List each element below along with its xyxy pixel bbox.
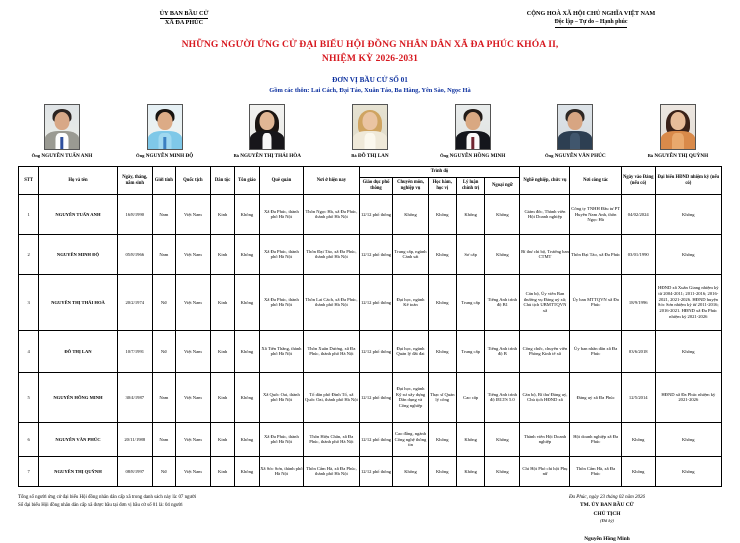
cell-edu-general: 12/12 phổ thông xyxy=(359,372,393,422)
cell-dob: 16/8/1990 xyxy=(117,194,152,234)
candidate-photo xyxy=(660,104,696,150)
table-row xyxy=(19,422,722,456)
cell-edu-major: Cao đẳng, ngành Công nghệ thông tin xyxy=(393,422,428,456)
footer-note-elected: Số đại biểu Hội đồng nhân dân cấp xã được bầu tại đơn vị bầu cử số 01 là: 04 người xyxy=(18,502,183,508)
cell-dob: 20/11/1988 xyxy=(117,422,152,456)
cell-religion: Không xyxy=(235,422,259,456)
cell-religion: Không xyxy=(235,372,259,422)
cell-residence: Tổ dân phố Đinh Tổ, xã Quốc Oai, thành phố Hà Nội xyxy=(304,372,359,422)
candidate-table-wrapper xyxy=(0,160,740,487)
election-unit-block xyxy=(0,75,740,95)
cell-ethnicity: Kinh xyxy=(210,330,234,372)
cell-edu-language: Tiếng Anh trình độ B xyxy=(485,330,520,372)
cell-edu-general: 12/12 phổ thông xyxy=(359,234,393,274)
cell-edu-major: Không xyxy=(393,194,428,234)
candidate-name: ĐỖ THỊ LAN xyxy=(357,153,389,160)
cell-hometown: Xã Quốc Oai, thành phố Hà Nội xyxy=(259,372,304,422)
cell-edu-major: Đại học, ngành Kế toán xyxy=(393,274,428,330)
cell-job: Cán bộ, Bí thư Đảng uỷ, Chủ tịch HĐND xã xyxy=(520,372,570,422)
cell-edu-politics: Sơ cấp xyxy=(456,234,484,274)
cell-ethnicity: Kinh xyxy=(210,194,234,234)
candidate-photo xyxy=(455,104,491,150)
cell-workplace: Công ty TNHH Đầu tư PT Huyền Nam Anh, thôn Ngọc Hà xyxy=(570,194,621,234)
cell-hdnd: HĐND xã Đa Phúc nhiệm kỳ 2021-2026 xyxy=(655,372,721,422)
col-job: Nghề nghiệp, chức vụ xyxy=(520,167,570,195)
cell-dob: 20/2/1974 xyxy=(117,274,152,330)
candidate-prefix: Ông xyxy=(439,153,449,159)
cell-edu-language: Không xyxy=(485,194,520,234)
candidate-photo-label xyxy=(326,153,414,160)
cell-edu-general: 12/12 phổ thông xyxy=(359,194,393,234)
cell-stt: 6 xyxy=(19,422,39,456)
cell-residence: Thôn Ngọc Hà, xã Đa Phúc, thành phố Hà Nội xyxy=(304,194,359,234)
table-row xyxy=(19,194,722,234)
document-header xyxy=(0,0,740,28)
cell-edu-language: Không xyxy=(485,422,520,456)
table-row xyxy=(19,274,722,330)
candidate-card xyxy=(121,104,209,160)
signature-organization: TM. ỦY BAN BẦU CỬ xyxy=(580,502,634,509)
cell-residence: Thôn Đại Táo, xã Đa Phúc, thành phố Hà Nội xyxy=(304,234,359,274)
candidate-name: NGUYỄN VĂN PHÚC xyxy=(554,153,606,160)
cell-residence: Thôn Cẩm Hà, xã Đa Phúc, thành phố Hà Nội xyxy=(304,456,359,486)
page-title xyxy=(0,38,740,66)
cell-hdnd: Không xyxy=(655,456,721,486)
cell-edu-academic: Không xyxy=(428,194,456,234)
cell-job: Công chức, chuyên viên Phòng Kinh tế xã xyxy=(520,330,570,372)
cell-edu-major: Đại học, ngành Quản lý đất đai xyxy=(393,330,428,372)
cell-hdnd: Không xyxy=(655,422,721,456)
cell-fullname: NGUYỄN TUẤN ANH xyxy=(39,194,117,234)
cell-nationality: Việt Nam xyxy=(175,274,210,330)
cell-hometown: Xã Đa Phúc, thành phố Hà Nội xyxy=(259,234,304,274)
col-sex: Giới tính xyxy=(152,167,175,195)
cell-hometown: Xã Đa Phúc, thành phố Hà Nội xyxy=(259,194,304,234)
candidate-card xyxy=(223,104,311,160)
cell-edu-language: Không xyxy=(485,456,520,486)
col-edu-language: Ngoại ngữ xyxy=(485,178,520,195)
table-row xyxy=(19,456,722,486)
cell-job: Giám đốc, Thành viên Hội Doanh nghiệp xyxy=(520,194,570,234)
cell-edu-language: Không xyxy=(485,234,520,274)
candidate-name: NGUYỄN HỒNG MINH xyxy=(449,153,506,160)
cell-fullname: NGUYỄN THỊ THÁI HOÀ xyxy=(39,274,117,330)
cell-religion: Không xyxy=(235,274,259,330)
candidate-prefix: Bà xyxy=(351,153,357,159)
cell-stt: 1 xyxy=(19,194,39,234)
cell-hometown: Xã Sóc Sơn, thành phố Hà Nội xyxy=(259,456,304,486)
candidate-prefix: Bà xyxy=(647,153,654,159)
candidate-photo xyxy=(147,104,183,150)
cell-edu-politics: Trung cấp xyxy=(456,274,484,330)
col-residence: Nơi ở hiện nay xyxy=(304,167,359,195)
cell-stt: 2 xyxy=(19,234,39,274)
cell-edu-politics: Không xyxy=(456,194,484,234)
cell-edu-politics: Cao cấp xyxy=(456,372,484,422)
col-stt: STT xyxy=(19,167,39,195)
candidate-card xyxy=(429,104,517,160)
cell-fullname: ĐỖ THỊ LAN xyxy=(39,330,117,372)
cell-dob: 30/4/1987 xyxy=(117,372,152,422)
cell-nationality: Việt Nam xyxy=(175,456,210,486)
col-group-education: Trình độ xyxy=(359,167,520,178)
cell-fullname: NGUYỄN THỊ QUỲNH xyxy=(39,456,117,486)
cell-religion: Không xyxy=(235,330,259,372)
cell-dob: 10/7/1991 xyxy=(117,330,152,372)
cell-residence: Thôn Xuân Dương, xã Đa Phúc, thành phố Hà Nội xyxy=(304,330,359,372)
cell-nationality: Việt Nam xyxy=(175,194,210,234)
cell-dob: 08/8/1997 xyxy=(117,456,152,486)
table-header-row-1 xyxy=(19,167,722,178)
cell-edu-major: Không xyxy=(393,456,428,486)
cell-workplace: Đảng uỷ xã Đa Phúc xyxy=(570,372,621,422)
title-line-2: NHIỆM KỲ 2026-2031 xyxy=(321,53,419,65)
cell-workplace: Hội doanh nghiệp xã Đa Phúc xyxy=(570,422,621,456)
candidate-prefix: Ông xyxy=(544,153,554,159)
cell-fullname: NGUYỄN VĂN PHÚC xyxy=(39,422,117,456)
cell-edu-language: Tiếng Anh trình độ B1 xyxy=(485,274,520,330)
cell-religion: Không xyxy=(235,194,259,234)
cell-stt: 3 xyxy=(19,274,39,330)
cell-edu-academic: Không xyxy=(428,330,456,372)
cell-sex: Nữ xyxy=(152,274,175,330)
cell-ethnicity: Kinh xyxy=(210,372,234,422)
cell-sex: Nam xyxy=(152,372,175,422)
committee-line-2: XÃ ĐA PHÚC xyxy=(164,19,204,27)
table-body xyxy=(19,194,722,486)
cell-job: Bí thư chi bộ, Trưởng ban CTMT xyxy=(520,234,570,274)
signature-block xyxy=(492,494,722,543)
cell-edu-politics: Trung cấp xyxy=(456,330,484,372)
cell-edu-academic: Thạc sĩ Quản lý công xyxy=(428,372,456,422)
cell-edu-general: 12/12 phổ thông xyxy=(359,274,393,330)
cell-nationality: Việt Nam xyxy=(175,372,210,422)
cell-party-date: 18/9/1996 xyxy=(621,274,655,330)
candidate-photo-label xyxy=(121,153,209,160)
cell-party-date: Không xyxy=(621,456,655,486)
candidate-photo xyxy=(557,104,593,150)
col-ethnicity: Dân tộc xyxy=(210,167,234,195)
candidate-card xyxy=(326,104,414,160)
candidate-card xyxy=(531,104,619,160)
cell-edu-language: Tiếng Anh trình độ IELTS 5.0 xyxy=(485,372,520,422)
cell-hdnd: Không xyxy=(655,330,721,372)
cell-edu-academic: Không xyxy=(428,422,456,456)
cell-sex: Nam xyxy=(152,422,175,456)
cell-stt: 5 xyxy=(19,372,39,422)
cell-edu-major: Đại học, ngành Kỹ sư xây dựng Dân dụng và Công nghiệp xyxy=(393,372,428,422)
signature-place-date: Đa Phúc, ngày 23 tháng 02 năm 2026 xyxy=(568,494,646,500)
document-footer xyxy=(0,487,740,543)
table-row xyxy=(19,234,722,274)
committee-header xyxy=(109,10,259,28)
col-edu-general: Giáo dục phổ thông xyxy=(359,178,393,195)
candidate-card xyxy=(18,104,106,160)
cell-workplace: Thôn Đại Táo, xã Đa Phúc xyxy=(570,234,621,274)
cell-nationality: Việt Nam xyxy=(175,234,210,274)
cell-edu-general: 12/12 phổ thông xyxy=(359,456,393,486)
col-edu-academic: Học hàm, học vị xyxy=(428,178,456,195)
cell-job: Cán bộ, Ủy viên Ban thường vụ Đảng uỷ xã; Chủ tịch UBMTTQVN xã xyxy=(520,274,570,330)
cell-job: Thành viên Hội Doanh nghiệp xyxy=(520,422,570,456)
candidate-name: NGUYỄN THỊ THÁI HÒA xyxy=(240,153,302,160)
table-row xyxy=(19,330,722,372)
candidate-photo-label xyxy=(634,153,722,160)
cell-sex: Nữ xyxy=(152,330,175,372)
cell-party-date: 04/02/2024 xyxy=(621,194,655,234)
cell-dob: 05/8/1966 xyxy=(117,234,152,274)
footer-notes xyxy=(18,494,378,543)
col-hdnd: Đại biểu HĐND nhiệm kỳ (nếu có) xyxy=(655,167,721,195)
title-line-1: NHỮNG NGƯỜI ỨNG CỬ ĐẠI BIỂU HỘI ĐỒNG NHÂN DÂN XÃ ĐA PHÚC KHÓA II, xyxy=(181,39,559,51)
cell-party-date: 03/01/1990 xyxy=(621,234,655,274)
cell-nationality: Việt Nam xyxy=(175,330,210,372)
candidate-photo-label xyxy=(223,153,311,160)
cell-residence: Thôn Hiệu Chân, xã Đa Phúc, thành phố Hà Nội xyxy=(304,422,359,456)
cell-sex: Nam xyxy=(152,194,175,234)
cell-ethnicity: Kinh xyxy=(210,456,234,486)
cell-sex: Nữ xyxy=(152,456,175,486)
signature-role: CHỦ TỊCH xyxy=(593,510,621,517)
cell-residence: Thôn Lai Cách, xã Đa Phúc, thành phố Hà Nội xyxy=(304,274,359,330)
cell-workplace: Thôn Cẩm Hà, xã Đa Phúc xyxy=(570,456,621,486)
col-party-date: Ngày vào Đảng (nếu có) xyxy=(621,167,655,195)
cell-hometown: Xã Đa Phúc, thành phố Hà Nội xyxy=(259,274,304,330)
cell-ethnicity: Kinh xyxy=(210,274,234,330)
candidate-name: NGUYỄN THỊ QUỲNH xyxy=(654,153,709,160)
candidate-photo-label xyxy=(429,153,517,160)
signature-name: Nguyễn Hồng Minh xyxy=(584,535,630,542)
col-nationality: Quốc tịch xyxy=(175,167,210,195)
col-fullname: Họ và tên xyxy=(39,167,117,195)
col-workplace: Nơi công tác xyxy=(570,167,621,195)
candidate-prefix: Bà xyxy=(233,153,239,159)
footer-note-total: Tổng số người ứng cử đại biểu Hội đồng nhân dân cấp xã trong danh sách này là: 07 người xyxy=(18,494,197,500)
cell-edu-general: 12/12 phổ thông xyxy=(359,422,393,456)
election-unit-number: ĐƠN VỊ BẦU CỬ SỐ 01 xyxy=(332,75,408,84)
cell-stt: 7 xyxy=(19,456,39,486)
candidate-card xyxy=(634,104,722,160)
cell-religion: Không xyxy=(235,456,259,486)
cell-workplace: Ủy ban nhân dân xã Đa Phúc xyxy=(570,330,621,372)
candidate-prefix: Ông xyxy=(31,153,41,159)
national-line-1: CỘNG HOÀ XÃ HỘI CHỦ NGHĨA VIỆT NAM xyxy=(526,10,656,17)
cell-edu-major: Trung cấp, ngành Cảnh sát xyxy=(393,234,428,274)
candidate-prefix: Ông xyxy=(136,153,145,159)
cell-edu-academic: Không xyxy=(428,274,456,330)
cell-fullname: NGUYỄN MINH ĐỘ xyxy=(39,234,117,274)
candidate-table xyxy=(18,166,722,487)
cell-edu-academic: Không xyxy=(428,234,456,274)
candidate-photo-label xyxy=(531,153,619,160)
cell-edu-politics: Không xyxy=(456,456,484,486)
committee-line-1: ỦY BAN BẦU CỬ xyxy=(160,10,209,19)
election-unit-villages: Gồm các thôn: Lai Cách, Đại Táo, Xuân Táo, Ba Hàng, Yên Sào, Ngọc Hà xyxy=(269,86,471,94)
col-religion: Tôn giáo xyxy=(235,167,259,195)
cell-party-date: 12/5/2014 xyxy=(621,372,655,422)
candidate-name: NGUYỄN MINH ĐỘ xyxy=(145,153,194,160)
col-dob: Ngày, tháng, năm sinh xyxy=(117,167,152,195)
cell-fullname: NGUYỄN HỒNG MINH xyxy=(39,372,117,422)
cell-job: Chi Hội Phó chi hội Phụ nữ xyxy=(520,456,570,486)
candidate-photo-label xyxy=(18,153,106,160)
cell-party-date: 03/6/2018 xyxy=(621,330,655,372)
cell-nationality: Việt Nam xyxy=(175,422,210,456)
cell-edu-politics: Không xyxy=(456,422,484,456)
cell-hdnd: Không xyxy=(655,234,721,274)
candidate-photo xyxy=(249,104,285,150)
candidate-photo-strip xyxy=(0,104,740,160)
national-header xyxy=(466,10,716,28)
signature-signed-mark: (Đã ký) xyxy=(600,517,614,523)
col-hometown: Quê quán xyxy=(259,167,304,195)
cell-edu-academic: Không xyxy=(428,456,456,486)
col-edu-major: Chuyên môn, nghiệp vụ xyxy=(393,178,428,195)
cell-ethnicity: Kinh xyxy=(210,234,234,274)
cell-hdnd: Không xyxy=(655,194,721,234)
cell-hometown: Xã Đa Phúc, thành phố Hà Nội xyxy=(259,422,304,456)
candidate-photo xyxy=(44,104,80,150)
cell-religion: Không xyxy=(235,234,259,274)
cell-sex: Nam xyxy=(152,234,175,274)
col-edu-politics: Lý luận chính trị xyxy=(456,178,484,195)
candidate-name: NGUYỄN TUẤN ANH xyxy=(41,153,93,160)
cell-workplace: Ủy ban MTTQVN xã Đa Phúc xyxy=(570,274,621,330)
cell-stt: 4 xyxy=(19,330,39,372)
candidate-photo xyxy=(352,104,388,150)
cell-ethnicity: Kinh xyxy=(210,422,234,456)
cell-party-date: Không xyxy=(621,422,655,456)
cell-hdnd: HĐND xã Xuân Giang nhiệm kỳ từ 2004-2011; 2011-2016; 2016-2021, 2021-2026. HĐND huyện Sóc Sơn nhiệm kỳ từ 2011-2016; 2016-2021. HĐND xã Đa Phúc nhiệm kỳ 2021-2026 xyxy=(655,274,721,330)
national-line-2: Độc lập – Tự do – Hạnh phúc xyxy=(555,19,628,28)
table-row xyxy=(19,372,722,422)
cell-edu-general: 12/12 phổ thông xyxy=(359,330,393,372)
cell-hometown: Xã Tiến Thắng, thành phố Hà Nội xyxy=(259,330,304,372)
